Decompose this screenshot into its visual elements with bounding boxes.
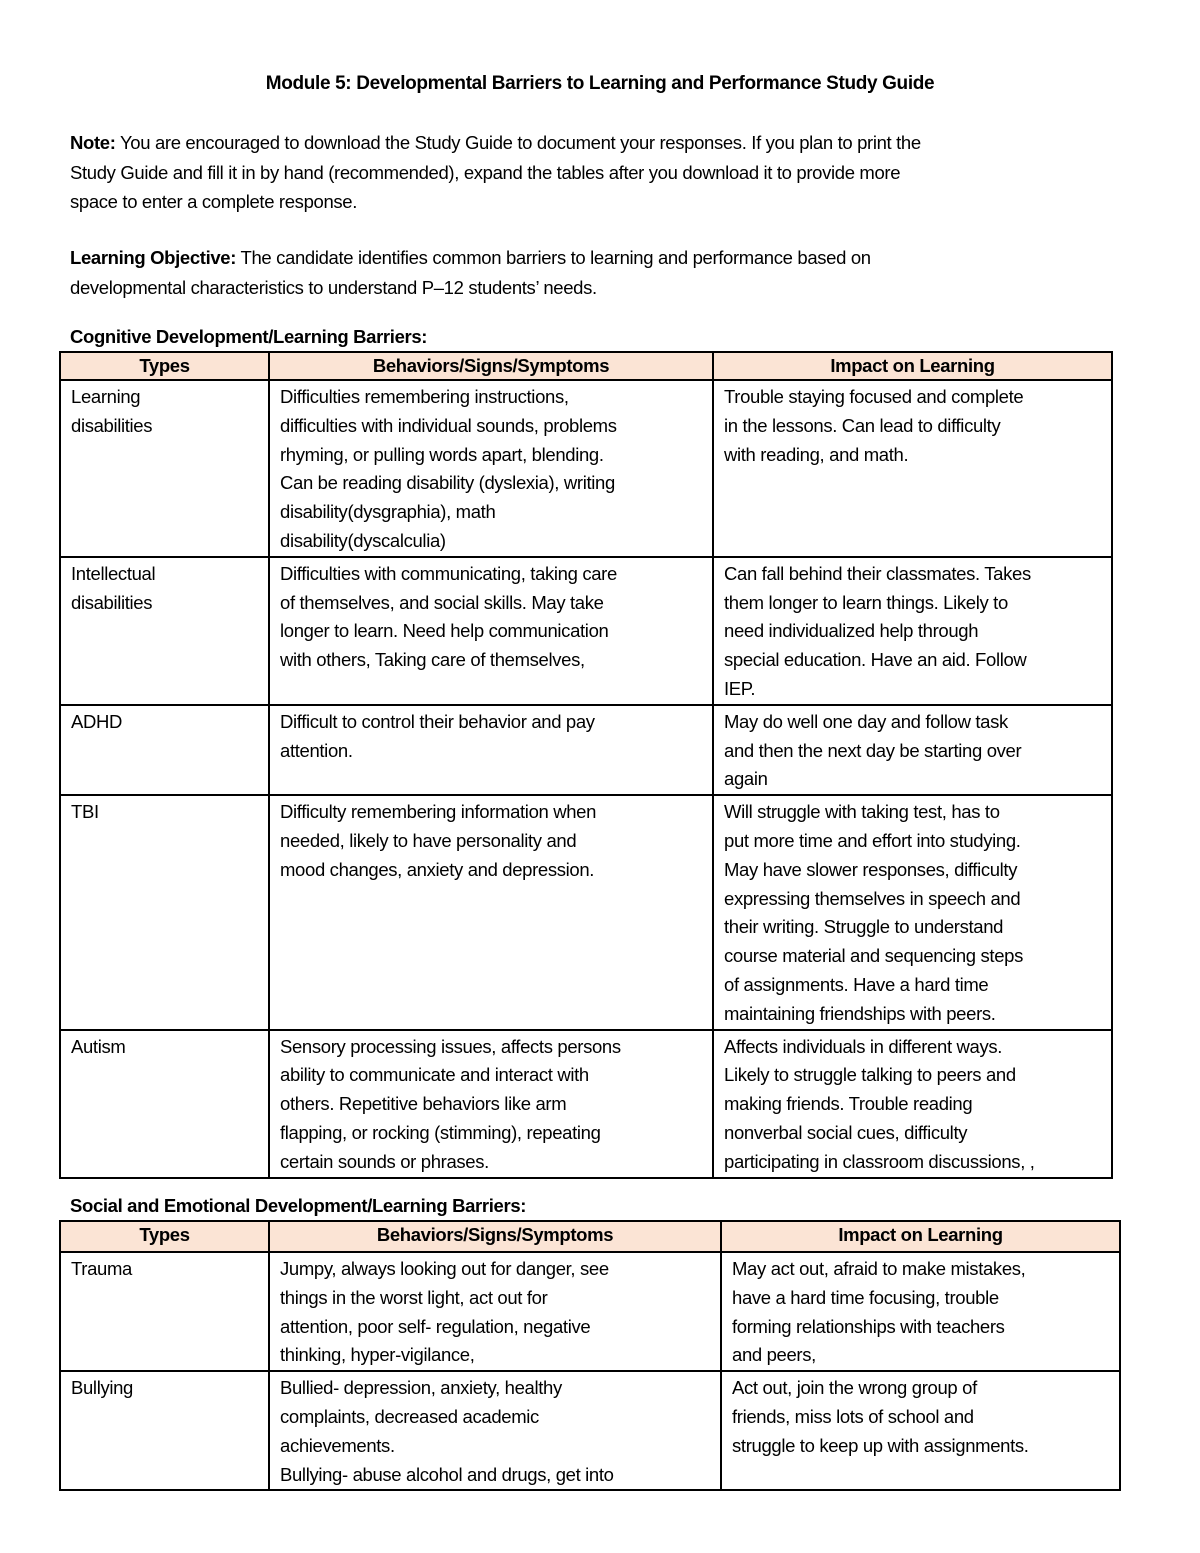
table-row — [60, 557, 1112, 705]
cell-type: Intellectual disabilities — [60, 557, 269, 705]
cell-impact: May do well one day and follow task and then the next day be starting over again — [713, 705, 1112, 795]
table-header-row — [60, 1221, 1120, 1252]
table-row — [60, 1371, 1120, 1490]
note-paragraph — [70, 128, 1130, 217]
header-impact: Impact on Learning — [713, 352, 1112, 380]
objective-label: Learning Objective: — [70, 247, 237, 268]
cell-behaviors: Difficulties remembering instructions, difficulties with individual sounds, problems rhyming, or pulling words apart, blending. Can be reading disability (dyslexia), writing disability(dysgraphia), math disability(dyscalculia) — [269, 380, 713, 557]
table-row — [60, 1030, 1112, 1178]
cell-type: ADHD — [60, 705, 269, 795]
social-heading: Social and Emotional Development/Learning Barriers: — [70, 1195, 527, 1216]
table-row — [60, 705, 1112, 795]
objective-paragraph — [70, 243, 1130, 302]
page-title: Module 5: Developmental Barriers to Learning and Performance Study Guide — [265, 73, 935, 94]
table-row — [60, 795, 1112, 1029]
cell-behaviors: Bullied- depression, anxiety, healthy complaints, decreased academic achievements. Bullying- abuse alcohol and drugs, get into — [269, 1371, 721, 1490]
cell-impact: Act out, join the wrong group of friends, miss lots of school and struggle to keep up with assignments. — [721, 1371, 1120, 1490]
cell-behaviors: Sensory processing issues, affects persons ability to communicate and interact with others. Repetitive behaviors like arm flapping, or rocking (stimming), repeating certain sounds or phrases. — [269, 1030, 713, 1178]
cell-type: TBI — [60, 795, 269, 1029]
social-table — [59, 1220, 1121, 1491]
cell-type: Autism — [60, 1030, 269, 1178]
header-behaviors: Behaviors/Signs/Symptoms — [269, 1221, 721, 1252]
objective-text: The candidate identifies common barriers to learning and performance based on developmental characteristics to understand P–12 students’ needs. — [70, 247, 871, 298]
cell-impact: Can fall behind their classmates. Takes them longer to learn things. Likely to need individualized help through special education. Have an aid. Follow IEP. — [713, 557, 1112, 705]
cell-type: Learning disabilities — [60, 380, 269, 557]
table-row — [60, 1252, 1120, 1371]
cell-type: Bullying — [60, 1371, 269, 1490]
cell-impact: Affects individuals in different ways. Likely to struggle talking to peers and making friends. Trouble reading nonverbal social cues, difficulty participating in classroom discussions, , — [713, 1030, 1112, 1178]
table-header-row — [60, 352, 1112, 380]
header-types: Types — [60, 1221, 269, 1252]
header-types: Types — [60, 352, 269, 380]
cell-impact: Trouble staying focused and complete in the lessons. Can lead to difficulty with reading, and math. — [713, 380, 1112, 557]
header-impact: Impact on Learning — [721, 1221, 1120, 1252]
cell-type: Trauma — [60, 1252, 269, 1371]
cell-behaviors: Difficulties with communicating, taking care of themselves, and social skills. May take longer to learn. Need help communication with others, Taking care of themselves, — [269, 557, 713, 705]
cell-behaviors: Jumpy, always looking out for danger, see things in the worst light, act out for attention, poor self- regulation, negative thinking, hyper-vigilance, — [269, 1252, 721, 1371]
cognitive-table — [59, 351, 1113, 1179]
cell-impact: Will struggle with taking test, has to put more time and effort into studying. May have slower responses, difficulty expressing themselves in speech and their writing. Struggle to understand course material and sequencing steps of assignments. Have a hard time maintaining friendships with peers. — [713, 795, 1112, 1029]
note-text: You are encouraged to download the Study Guide to document your responses. If you plan to print the Study Guide and fill it in by hand (recommended), expand the tables after you download it to provide more space to enter a complete response. — [70, 132, 921, 212]
cell-behaviors: Difficulty remembering information when needed, likely to have personality and mood changes, anxiety and depression. — [269, 795, 713, 1029]
table-row — [60, 380, 1112, 557]
cognitive-heading: Cognitive Development/Learning Barriers: — [70, 326, 428, 347]
note-label: Note: — [70, 132, 116, 153]
cell-impact: May act out, afraid to make mistakes, have a hard time focusing, trouble forming relationships with teachers and peers, — [721, 1252, 1120, 1371]
header-behaviors: Behaviors/Signs/Symptoms — [269, 352, 713, 380]
cell-behaviors: Difficult to control their behavior and pay attention. — [269, 705, 713, 795]
